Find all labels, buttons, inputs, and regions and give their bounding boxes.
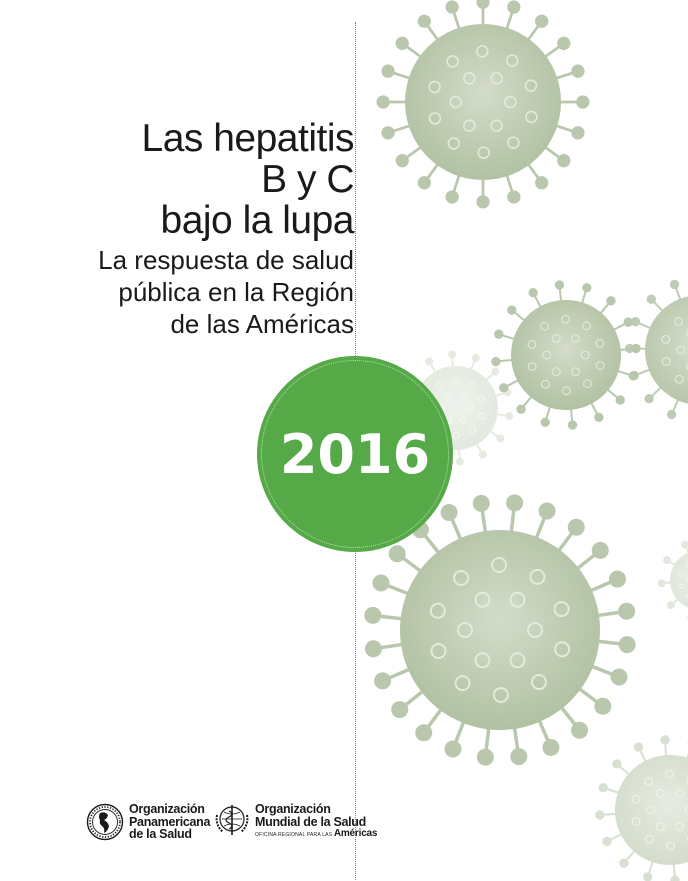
virus-particle [377, 0, 590, 208]
who-logo-text [255, 803, 377, 839]
who-regional-office [255, 830, 377, 839]
who-line-2: Mundial de la Salud [255, 814, 366, 829]
who-region: Américas [333, 828, 378, 839]
subtitle-line-3: de las Américas [170, 309, 354, 339]
virus-particle [595, 735, 688, 881]
subtitle-line-2: pública en la Región [118, 277, 354, 307]
who-regional-office-label: OFICINA REGIONAL PARA LAS [255, 832, 333, 838]
year-badge [257, 356, 453, 552]
who-line-1: Organización [255, 802, 331, 816]
who-emblem-icon [213, 801, 251, 841]
title-line-1: Las hepatitis [141, 117, 354, 160]
paho-line-2: Panamericana [129, 814, 211, 829]
year-text: 2016 [279, 422, 431, 486]
paho-line-1: Organización [129, 802, 205, 817]
paho-logo [86, 803, 210, 841]
virus-particle [658, 539, 688, 622]
report-subtitle [24, 244, 354, 340]
paho-logo-text [129, 803, 210, 841]
paho-emblem-icon [86, 803, 124, 841]
who-logo [213, 801, 377, 841]
report-title [24, 118, 354, 241]
subtitle-line-1: La respuesta de salud [98, 245, 354, 275]
paho-line-3: de la Salud [129, 827, 192, 842]
title-line-3: bajo la lupa [160, 199, 354, 242]
virus-particle [491, 280, 641, 430]
title-block [24, 118, 354, 340]
title-line-2: B y C [261, 158, 354, 201]
